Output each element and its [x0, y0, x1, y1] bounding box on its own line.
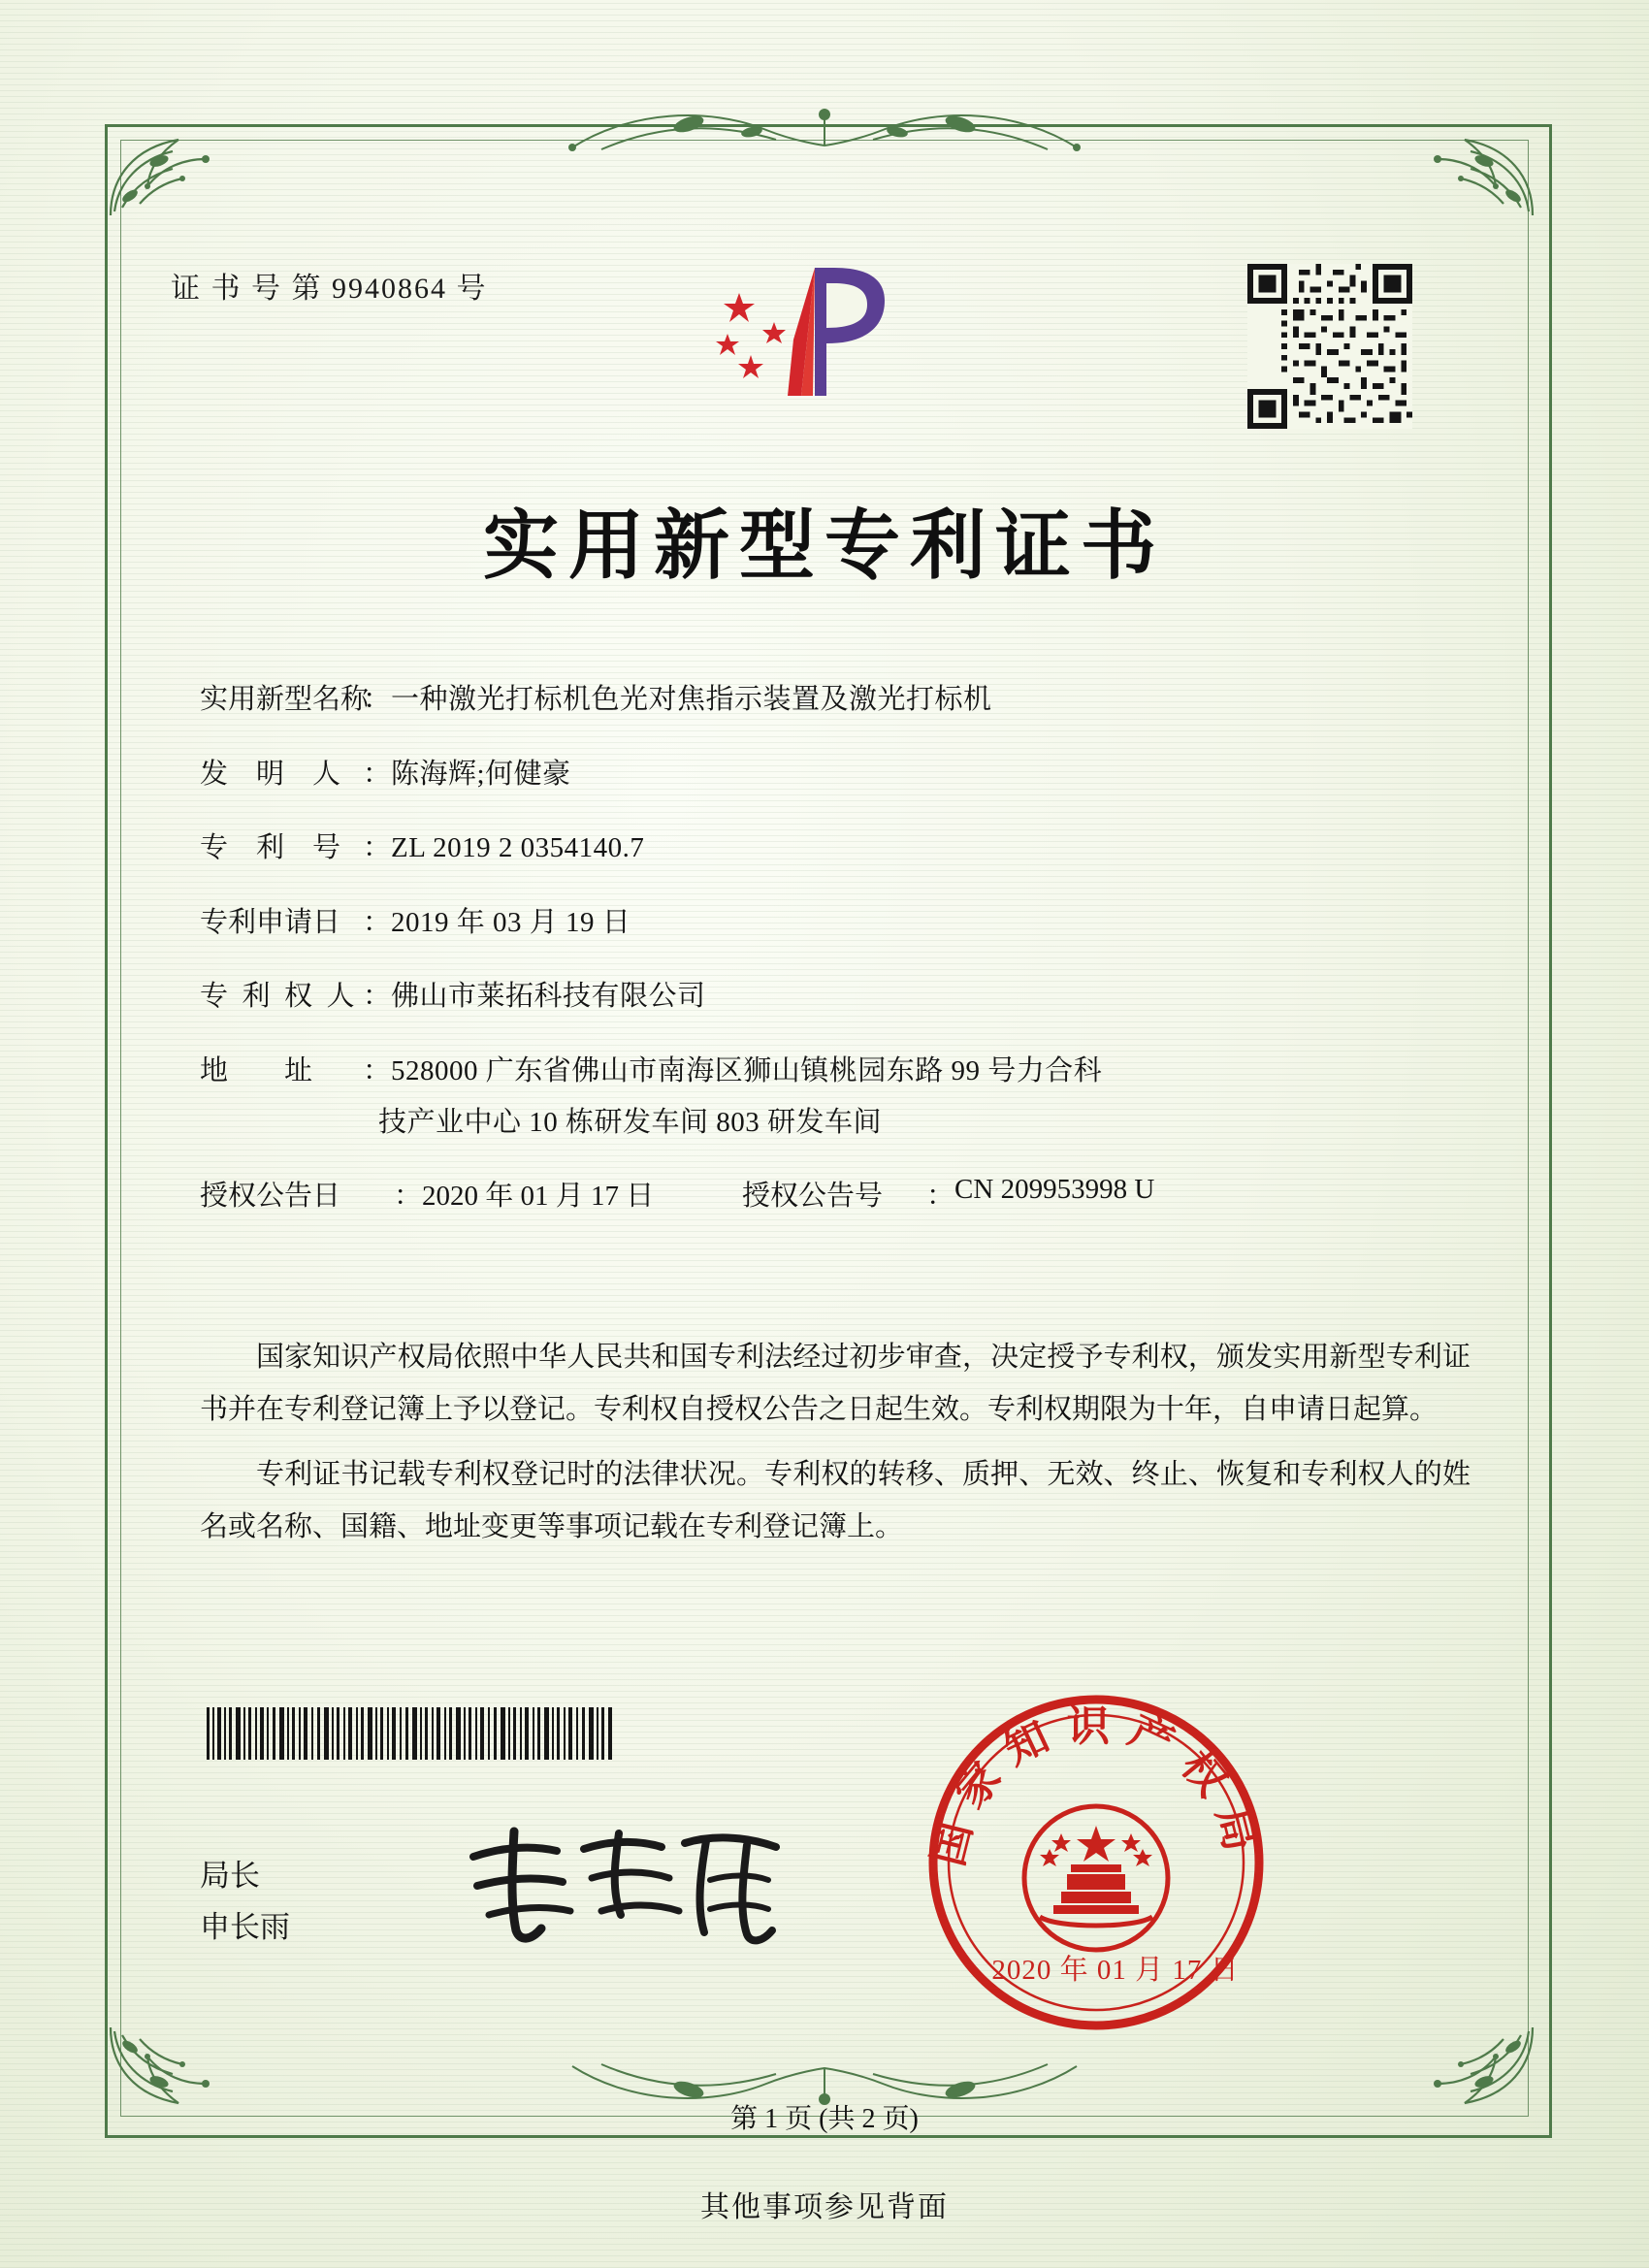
- announcement-date-value: 2020 年 01 月 17 日: [422, 1180, 655, 1212]
- field-value: 陈海辉;何健豪: [391, 758, 571, 790]
- back-side-note: 其他事项参见背面: [700, 2190, 949, 2224]
- handwritten-signature-icon: [456, 1814, 805, 1950]
- field-colon: ：: [363, 758, 392, 790]
- field-value: 一种激光打标机色光对焦指示装置及激光打标机: [391, 684, 992, 715]
- field-value: ZL 2019 2 0354140.7: [391, 832, 645, 863]
- cnipa-logo-icon: [679, 250, 922, 415]
- field-value: 528000 广东省佛山市南海区狮山镇桃园东路 99 号力合科: [391, 1054, 1103, 1086]
- field-label: 专 利 号: [200, 832, 341, 863]
- field-address-line2: [200, 1102, 1480, 1145]
- svg-text:国家知识产权局: 国家知识产权局: [922, 1701, 1270, 1871]
- page-number: 第 1 页 (共 2 页): [730, 2104, 919, 2134]
- director-name: 申长雨: [200, 1909, 290, 1944]
- field-patentee: [200, 976, 1480, 1019]
- ornament-garland-top: [543, 97, 1106, 167]
- field-value: 2019 年 03 月 19 日: [391, 906, 631, 938]
- barcode: [207, 1707, 614, 1760]
- announcement-number-label: 授权公告号: [742, 1180, 884, 1212]
- field-label: 专利申请日: [200, 906, 341, 938]
- field-value: 佛山市莱拓科技有限公司: [391, 981, 706, 1012]
- signature-block: [200, 1851, 290, 1953]
- announcement-number-value: CN 209953998 U: [954, 1173, 1155, 1205]
- patent-fields: [200, 679, 1480, 1235]
- field-colon: ：: [363, 684, 392, 715]
- certificate-number: 证 书 号 第 9940864 号: [171, 273, 488, 305]
- field-value: 技产业中心 10 栋研发车间 803 研发车间: [378, 1107, 883, 1138]
- director-title: 局长: [200, 1859, 260, 1893]
- field-colon: ：: [363, 1054, 392, 1086]
- field-label: 专 利 权 人: [200, 981, 355, 1012]
- page-title: 实用新型专利证书: [482, 502, 1166, 590]
- field-colon: ：: [363, 832, 392, 863]
- seal-date: 2020 年 01 月 17 日: [991, 1955, 1240, 1986]
- legal-paragraph-1: 国家知识产权局依照中华人民共和国专利法经过初步审查，决定授予专利权，颁发实用新型专利证书并在专利登记簿上予以登记。专利权自授权公告之日起生效。专利权期限为十年，自申请日起算。: [200, 1340, 1471, 1425]
- field-label: 地 址: [200, 1054, 313, 1086]
- field-label: 实用新型名称: [200, 684, 370, 715]
- legal-body-text: [200, 1331, 1471, 1567]
- field-utility-model-name: [200, 679, 1480, 722]
- field-colon: ：: [363, 981, 392, 1012]
- announcement-date-label: 授权公告日: [200, 1180, 341, 1212]
- announcement-date-colon: ：: [394, 1180, 423, 1212]
- announcement-number-colon: ：: [926, 1180, 955, 1212]
- field-patent-number: [200, 827, 1480, 870]
- field-label: 发 明 人: [200, 758, 341, 790]
- field-colon: ：: [363, 906, 392, 938]
- field-application-date: [200, 902, 1480, 945]
- qr-code-icon: [1247, 264, 1412, 429]
- field-inventor: [200, 754, 1480, 796]
- field-announcement: [200, 1174, 1480, 1214]
- legal-paragraph-2: 专利证书记载专利权登记时的法律状况。专利权的转移、质押、无效、终止、恢复和专利权人的姓名或名称、国籍、地址变更等事项记载在专利登记簿上。: [200, 1457, 1471, 1542]
- field-address: [200, 1051, 1480, 1093]
